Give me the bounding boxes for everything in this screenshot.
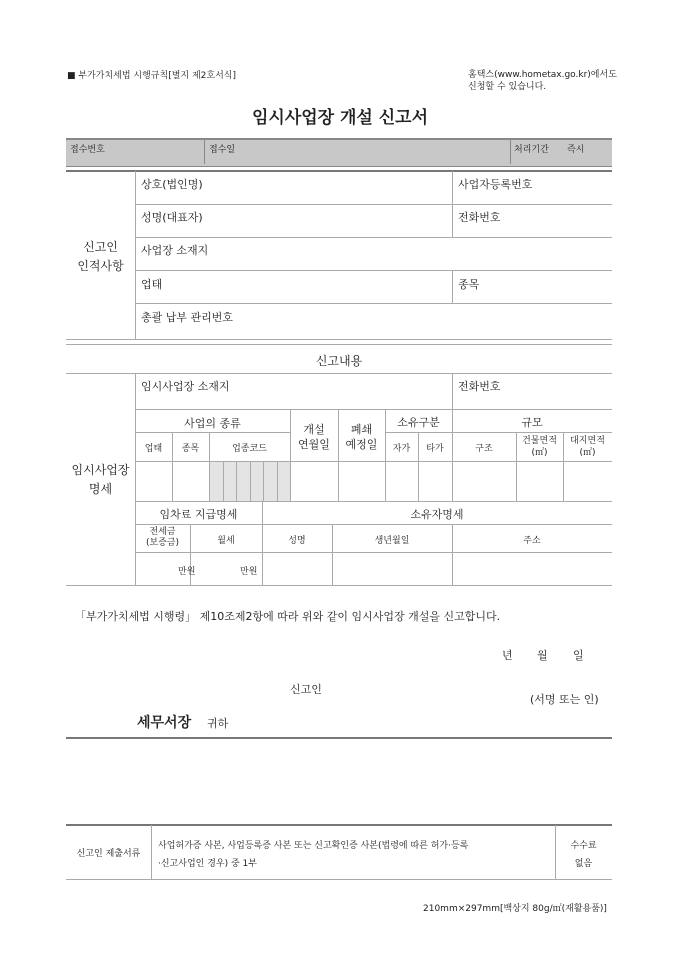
form-reference-text: 부가가치세법 시행규칙[별지 제2호서식] [78, 71, 236, 81]
industry-code-col: 업종코드 [232, 444, 267, 454]
applicant-phone-field[interactable]: 전화번호 [458, 211, 501, 224]
applicant-section-line1: 신고인 [83, 240, 118, 254]
monthly-rent-unit: 만원 [240, 567, 258, 577]
signer-label: 신고인 [290, 683, 322, 696]
temp-site-phone-field[interactable]: 전화번호 [458, 380, 501, 393]
attachments-text-line1: 사업허가증 사본, 사업등록증 사본 또는 신고확인증 사본(법령에 따른 허가·등록 [158, 841, 469, 851]
open-date-line2: 연월일 [298, 438, 330, 451]
declaration-text: 「부가가치세법 시행령」 제10조제2항에 따라 위와 같이 임시사업장 개설을 신고합니다. [75, 610, 501, 623]
hometax-note-line1: 홈택스(www.hometax.go.kr)에서도 [468, 70, 617, 80]
ownership-header: 소유구분 [397, 416, 440, 429]
signature-note: (서명 또는 인) [530, 693, 599, 706]
fee-label: 수수료 [570, 841, 597, 851]
deposit-header [135, 527, 190, 549]
scale-header: 규모 [521, 416, 543, 429]
deposit-line2: (보증금) [145, 538, 180, 548]
day-label: 일 [573, 649, 584, 662]
recipient-tax-office: 세무서장 [137, 715, 192, 731]
temp-site-section-label [66, 461, 135, 499]
attachments-label: 신고인 제출서류 [76, 849, 141, 859]
processing-period-label: 처리기간 [514, 145, 549, 155]
owner-name-header: 성명 [288, 536, 306, 546]
fee-cell [555, 837, 612, 873]
month-label: 월 [537, 649, 548, 662]
close-date-line2: 예정일 [345, 438, 378, 451]
owner-detail-header: 소유자명세 [410, 508, 464, 521]
owner-address-header: 주소 [523, 536, 541, 546]
recipient-suffix: 귀하 [207, 717, 229, 730]
temp-site-section-line1: 임시사업장 [71, 463, 130, 477]
business-address-field[interactable]: 사업장 소재지 [141, 244, 209, 257]
square-bullet-icon: ■ [67, 71, 76, 81]
year-label: 년 [502, 649, 513, 662]
receipt-date-label: 접수일 [209, 145, 236, 155]
business-item-field[interactable]: 종목 [458, 278, 480, 291]
owner-birth-header: 생년월일 [374, 536, 410, 546]
close-date-line1: 폐쇄 [350, 423, 373, 436]
paper-spec-footer: 210mm×297mm[백상지 80g/㎡(재활용품)] [423, 904, 607, 914]
open-date-line1: 개설 [303, 423, 325, 436]
land-area-line2: (㎡) [579, 448, 596, 458]
leased-col: 타가 [426, 444, 444, 454]
building-area-col [516, 435, 563, 459]
business-kind-header: 사업의 종류 [184, 417, 241, 430]
business-type-field[interactable]: 업태 [141, 278, 163, 291]
structure-col: 구조 [475, 444, 493, 454]
monthly-rent-header: 월세 [217, 536, 235, 546]
form-title: 임시사업장 개설 신고서 [251, 108, 429, 128]
rent-detail-header: 임차료 지급명세 [159, 508, 238, 521]
form-reference [67, 68, 236, 81]
trade-name-field[interactable]: 상호(법인명) [141, 178, 203, 191]
applicant-section-label [66, 238, 135, 276]
hometax-note-line2: 신청할 수 있습니다. [468, 82, 547, 92]
content-header: 신고내용 [315, 354, 363, 368]
fee-value: 없음 [574, 859, 593, 869]
attachments-text [158, 837, 468, 873]
land-area-col [563, 435, 612, 459]
representative-name-field[interactable]: 성명(대표자) [141, 211, 203, 224]
consolidated-payment-number-field[interactable]: 총괄 납부 관리번호 [141, 311, 234, 324]
business-reg-number-field[interactable]: 사업자등록번호 [458, 178, 533, 191]
own-col: 자가 [392, 444, 411, 454]
land-area-line1: 대지면적 [570, 436, 605, 446]
building-area-line1: 건물면적 [522, 436, 557, 446]
biz-item-col: 종목 [181, 444, 200, 454]
processing-period-value: 즉시 [567, 145, 585, 155]
applicant-section-line2: 인적사항 [77, 259, 124, 273]
temp-site-section-line2: 명세 [88, 482, 113, 496]
deposit-unit: 만원 [178, 567, 196, 577]
receipt-number-label: 접수번호 [70, 145, 105, 155]
attachments-text-line2: ·신고사업인 경우) 중 1부 [158, 859, 257, 869]
building-area-line2: (㎡) [531, 448, 548, 458]
temp-site-address-field[interactable]: 임시사업장 소재지 [141, 380, 230, 393]
deposit-line1: 전세금 [149, 527, 176, 537]
biz-type-col: 업태 [144, 444, 163, 454]
open-date-header [290, 422, 338, 452]
close-date-header [338, 422, 385, 452]
